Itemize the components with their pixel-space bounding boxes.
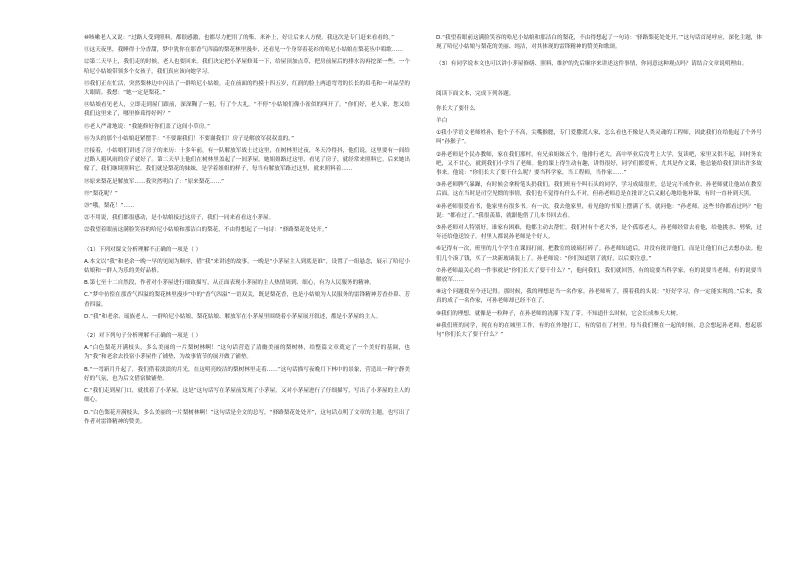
reading-paragraph: ⑨我们的理想，就像是一粒种子，在孙老师的浇灌下发了芽。不知道什么时候，它会长成参天大树。 <box>436 310 682 317</box>
question-option: D.“我”和老余、瑶族老人、一群哈尼小姑娘、梨花姑娘、解放军在小茅屋里围绕着小茅屋展开叙述，都是小茅屋的主人。 <box>84 313 382 320</box>
question-stem: （1）下列对课文分析理解不正确的一项是（ ） <box>84 246 202 253</box>
story-paragraph: ⑬我们正在忙活，突然梨林边中闪出了一群哈尼小姑娘。走在前面的约摸十四五岁，红润的脸上两道弯弯的长长的眉毛和一对晶莹的大眼睛。我想：“她一定是梨花。” <box>84 80 410 97</box>
story-paragraph: ⑭姑娘看见老人，立即走到屋门跟前，深深鞠了一躬，行了个大礼。“不停”小姑娘们像小雀似的叫开了。“你们好，老人家，您又给我们这里来了，哪里修葺得好吗？” <box>84 102 410 118</box>
left-column <box>84 34 410 541</box>
reading-title: 你长大了要什么 <box>436 105 476 112</box>
reading-paragraph: ③孙老师脾气暴躁，有时候会拿粉笔头扔我们。我们班有个叫石头的同学，学习成绩很差，总是完不成作业，孙老师就让他站在教室后面。这在当时是司空见惯的事情，我们也不觉得有什么不对，但孙老师总是在批评之后又耐心地给他补课，有时一直补到天黑。 <box>436 182 762 198</box>
question-option: A.“白色梨花开满枝头，多么美丽的一片梨树林啊！”这句话营造了清幽美丽的梨树林，给整篇文章奠定了一个美好的基调，也为“我”和老余去投宿小茅屋作了铺垫，为故事情节的展开做了铺垫。 <box>84 345 410 361</box>
question-stem: （3）有同学说本文也可以讲小茅屋修缮、照料、维护的先后顺序来讲述这件事情，你同意这种观点吗？请结合文章说明理由。 <box>436 61 748 68</box>
reading-paragraph: ⑤孙老师对人特别好，谁家有困难，他都主动去帮忙。我们村有个老大爷，是个孤寡老人，孙老师经常去看他，给他挑水、劈柴，过年还给他送饺子。村里人都说孙老师是个好人。 <box>436 225 762 241</box>
reading-paragraph: ⑥记得有一次，班里的几个学生在课间打闹，把教室的玻璃打碎了。孙老师知道后，并没有批评他们，而是让他们自己去想办法。他们几个凑了钱，买了一块新玻璃装上了。孙老师说：“你们知道错了就好，以后要注意。” <box>436 246 762 262</box>
question-option: B.第七至十二自然段，作者对小茅屋进行细致描写，从正面表现小茅屋的主人热情周到、细心，有为人民服务的精神。 <box>84 280 375 287</box>
story-paragraph: ㉒我望着眼前这满脸笑容的哈尼小姑娘和那洁白的梨花，不由得想起了一句诗：“驿路梨花处处开。” <box>84 227 328 234</box>
story-paragraph: ⑲“梨花呢？” <box>84 190 118 197</box>
story-paragraph: ㉑不用说，我们都很感动，是小姑娘接过这房子，我们一同来看看这小茅屋。 <box>84 215 275 222</box>
reading-paragraph: ⑧这个问题我至今还记得。那时候，我的理想是当一名作家。孙老师听了，摸着我的头说：“好好学习，你一定能实现的。”后来，我真的成了一名作家，可孙老师却已经不在了。 <box>436 289 762 305</box>
question-option: C.“梦中彷徨在那香气四溢的梨花林里漫步”中的“香气四溢”一语双关，既是梨花香，也是小姑娘为人民服务的雷锋精神芳香扑鼻、芳香四溢。 <box>84 292 410 308</box>
right-column <box>436 34 762 541</box>
question-option: A.本文以“我”和老余一晚一早的见闻为顺序，借“我”来讲述的故事，一晚是“小茅屋主人到底是谁”，设置了一组悬念，展示了哈尼小姑娘和一群人为乐的美好品格。 <box>84 258 410 275</box>
reading-paragraph: ④孙老师很爱看书，他家里有很多书。有一次，我去他家里，看见他的书架上摆满了书，就问他：“孙老师，这些书你都看过吗？”他说：“都看过了。”我很羡慕，就跟他借了几本书回去看。 <box>436 203 762 219</box>
question-option: D.“白色梨花开满枝头，多么美丽的一片梨树林啊！”这句话是全文的总写，“驿路梨花处处开”，这句话点明了文章的主题，也写出了作者对雷锋精神的赞美。 <box>84 409 410 425</box>
reading-paragraph: ⑦孙老师最关心的一件事就是“你们长大了要干什么？”，他问我们，我们就回答，有的说要当科学家，有的说要当老师，有的说要当解放军…… <box>436 267 762 284</box>
story-paragraph: ⑫第二天早上，我们走的时候，老人也要回来。我们决定把小茅屋修葺一下，给屋顶加点草，把房前屋后的排水沟再挖深一些。一个哈尼小姑娘带领多个女孩子，我们真应该向她学习。 <box>84 59 410 75</box>
reading-author: 羊白 <box>436 118 448 125</box>
story-paragraph: ⑪这天夜里，我睡得十分香甜，梦中犹你在那香气四溢的梨花林里漫步，还看见一个身穿着花衫的哈尼小姑娘在梨花丛中唱歌…… <box>84 47 403 54</box>
story-paragraph: ⑮老人严肃地说：“我能修好你们盖了这间小草房。” <box>84 123 211 130</box>
reading-paragraph: ②孙老师是个民办教师，家在我们那村，有兄弟姐妹五个，他排行老大，高中毕业后没考上大学，复读吧，家里又供不起，回村务农吧，又不甘心，就到我们小学当了老师。他的课上得生动有趣，讲得很好，同学们都爱听，尤其是作文课，他总能给我们讲出许多故事来。他说：“你们长大了要干什么呢？要当科学家，当工程师，当作家……” <box>436 151 762 177</box>
question-option: B.“一弯新月升起了，我们借着淡淡的月光，在这明亮皎洁的梨树林里走着……”这句话描写夜晚月下林中的景象，营造出一种宁静美好的气氛，也为后文借宿做铺垫。 <box>84 366 410 382</box>
story-paragraph: ⑳“哦，梨花！”…… <box>84 203 135 210</box>
story-paragraph: ⑱原来梨花是解放军……我突然明白了：“原来梨花……” <box>84 178 225 185</box>
story-paragraph: ⑩咳嗽老人又说：“过路人受到照料，都很感激，也都尽力把用了的柴、米补上，好让后来人方便。我这次是专门赶来看看的。” <box>84 35 395 41</box>
story-paragraph: ⑰接着，小姑娘们讲述了房子的来历：十多年前，有一队解放军战士过这里，在树林里过夜，冬天冷得抖，他们说，这里要有一间给过路人避风雨的房子就好了。第二天早上他们在树林里盖起了一间茅屋。她姐姐路过这里，看见了房子，就经常来照料它。后来她出嫁了，我们继续照料它。我们就是梨花的妹妹，是学着姐姐的样子，每当有解放军路过这里，就来照料着…… <box>84 148 410 173</box>
reading-paragraph: ①我小学语文老师姓孙，他个子不高，尖嘴猴腮，专门爱撒谎人家，怎么看也不像是人类灵魂的工程师，因此我们在给他起了个外号叫“孙猴子”。 <box>436 130 762 146</box>
question-option: C.“我们走到屋门口，就找着了小茅屋，这是”这句话写在茅屋前发现了小茅屋，又对小茅屋进行了仔细描写，写出了小茅屋的主人的细心。 <box>84 388 410 404</box>
reading-intro: 阅读下面文本，完成下列各题。 <box>436 90 515 97</box>
question-option: D.“我望着眼前这满脸笑容的哈尼小姑娘和那洁白的梨花，不由得想起了一句诗：‘驿路梨花处处开。’”这句话首尾呼应，深化主题，体现了哈尼小姑娘与梨花的美丽、纯洁，对其体现的雷锋精神的赞美和歌颂。 <box>436 35 762 51</box>
reading-paragraph: ⑩我们班的同学，现在有的在城里工作，有的在外地打工，有的留在了村里。每当我们聚在一起的时候，总会想起孙老师，想起那句“你们长大了要干什么？” <box>436 322 762 339</box>
question-stem: （2）对下列句子分析理解不正确的一项是（ ） <box>84 333 202 340</box>
story-paragraph: ⑯为头的那个小姑娘赶紧摆手：“不要谢我们！不要谢我们！房子是解放军叔叔盖的。” <box>84 135 294 142</box>
